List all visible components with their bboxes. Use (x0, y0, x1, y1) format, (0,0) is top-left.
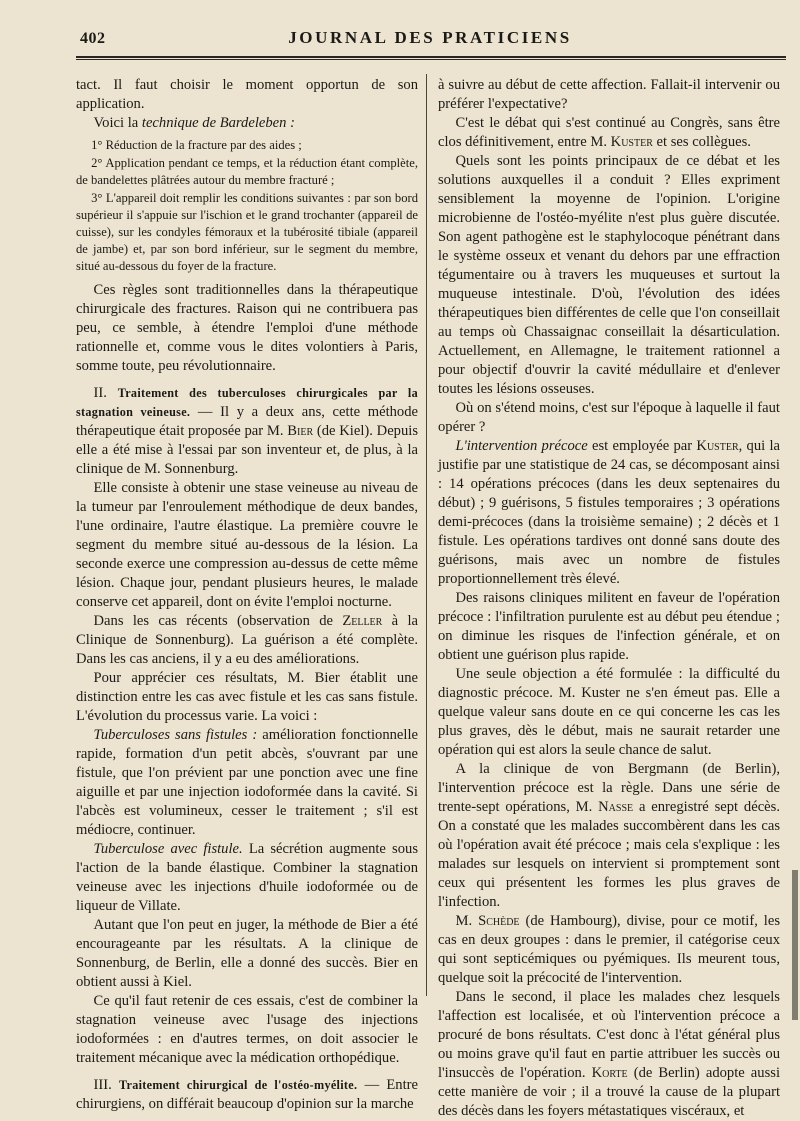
paragraph: Tuberculoses sans fistules : amélioration fonctionnelle rapide, formation d'un petit abcès, s'ouvrant par une fistule, que l'on prévient par une ponction avec une fine aiguille et par une injection iodoformée dans la cavité. Si l'abcès est volumineux, cesser le traitement ; s'il est médiocre, continuer. (76, 727, 419, 838)
section-heading: Traitement chirurgical de l'ostéo-myélite. (118, 1078, 358, 1092)
section-heading: Traitement des tuberculoses chirurgicales par la stagnation veineuse. (76, 386, 418, 419)
right-column (438, 76, 780, 1121)
list-item: 2° Application pendant ce temps, et la réduction étant complète, de bandelettes plâtrées autour du membre fracturé ; (76, 156, 418, 187)
page-edge-shadow (792, 870, 798, 1020)
paragraph: C'est le débat qui s'est continué au Congrès, sans être clos définitivement, entre M. Kuster et ses collègues. (438, 115, 780, 150)
paragraph: Pour apprécier ces résultats, M. Bier établit une distinction entre les cas avec fistule et les cas sans fistule. L'évolution du processus varie. La voici : (76, 670, 418, 724)
section-paragraph: II. Traitement des tuberculoses chirurgicales par la stagnation veineuse. — Il y a deux ans, cette méthode thérapeutique était proposée par M. Bier (de Kiel). Depuis elle a été mise à l'essai par son inventeur et, de plus, à la clinique de M. Sonnenburg. (76, 385, 419, 477)
paragraph: Quels sont les points principaux de ce débat et les solutions auxquelles il a conduit ? Elles expriment sensiblement la moyenne de l'opinion. L'origine microbienne de l'ostéo-myélite n'est plus guère discutée. Son agent pathogène est le staphylocoque pénétrant dans le système osseux et venant du dehors par une effraction tégumentaire ou à travers les muqueuses et surtout la muqueuse intestinale. D'où, l'évolution des idées thérapeutiques bien différentes de celle que l'on conseillait au temps où Chassaignac conseillait la désarticulation. Actuellement, en Allemagne, le traitement rationnel a pour objectif d'ouvrir la cavité médullaire et d'enlever toutes les lésions osseuses. (438, 153, 780, 397)
emphasis: technique de Bardeleben : (141, 115, 295, 131)
left-column (76, 76, 418, 1114)
paragraph: Dans le second, il place les malades chez lesquels l'affection est localisée, et où l'intervention précoce a procuré de bons résultats. C'est donc à l'état général plus ou moins grave qu'il faut en partie attribuer les succès ou l'insuccès de l'opération. Korte (de Berlin) adopte aussi cette manière de voir ; il a trouvé la cause de la plupart des décès dans les foyers métastatiques viscéraux, et (438, 989, 780, 1119)
emphasis: Tuberculose avec fistule. (93, 841, 243, 857)
list-item: 1° Réduction de la fracture par des aides ; (91, 138, 302, 152)
paragraph: Ces règles sont traditionnelles dans la thérapeutique chirurgicale des fractures. Raison qui ne contribuera pas peu, ce semble, à étendre l'emploi d'une méthode rationnelle et, comme vous le dites volontiers à Paris, somme toute, peu révolutionnaire. (76, 282, 418, 374)
paragraph: Tuberculose avec fistule. La sécrétion augmente sous l'action de la bande élastique. Combiner la stagnation veineuse avec les injections d'huile iodoformée ou de liqueur de Villate. (76, 841, 419, 914)
list-item: 3° L'appareil doit remplir les conditions suivantes : par son bord supérieur il s'appuie sur l'ischion et le grand trochanter (appareil de cuisse), sur les condyles fémoraux et la tubérosité tibiale (appareil de jambe) et, par son bord inférieur, sur le segment du membre, situé au-dessous du foyer de la fracture. (76, 191, 418, 273)
paragraph: Elle consiste à obtenir une stase veineuse au niveau de la tumeur par l'enroulement méthodique de deux bandes, l'une ordinaire, l'autre élastique. La première couvre le segment du membre situé au-dessous de la lésion. La seconde exerce une compression au-dessus de cette même lésion. Chaque jour, pendant plusieurs heures, le malade conserve cet appareil, dont on évite l'emploi nocturne. (76, 480, 418, 610)
paragraph: L'intervention précoce est employée par Kuster, qui la justifie par une statistique de 24 cas, se décomposant ainsi : 14 opérations précoces (dans les deux septenaires du début) ; 9 guérisons, 5 fistules temporaires ; 3 opérations demi-précoces (dans la troisième semaine) ; 2 décès et 1 fistule. Les opérations tardives ont donné sans doute des guérisons, mais avec un nombre de fistules proportionnellement très élevé. (438, 438, 780, 587)
page-header (76, 28, 784, 52)
page-number: 402 (80, 30, 106, 47)
paragraph: Où on s'étend moins, c'est sur l'époque à laquelle il faut opérer ? (438, 400, 780, 435)
paragraph: Une seule objection a été formulée : la difficulté du diagnostic précoce. M. Kuster ne s'en émeut pas. Elle a quelque valeur sans doute en ce qui concerne les cas les plus graves, dès le début, mais ne saurait retarder une opération qui est alors la seule chance de salut. (438, 666, 780, 758)
column-divider (426, 74, 427, 996)
paragraph: Ce qu'il faut retenir de ces essais, c'est de combiner la stagnation veineuse avec l'usage des injections iodoformées : en d'autres termes, on doit associer le traitement mécanique avec la médication orthopédique. (76, 993, 418, 1066)
paragraph: A la clinique de von Bergmann (de Berlin), l'intervention précoce est la règle. Dans une série de trente-sept opérations, M. Nasse a enregistré sept décès. On a constaté que les malades succombèrent dans les cas où l'opération avait été précoce ; mais cela s'explique : les malades sur lesquels on intervient si promptement sont ceux qui présentent les formes les plus graves de l'infection. (438, 761, 780, 910)
paragraph: Des raisons cliniques militent en faveur de l'opération précoce : l'infiltration purulente est au début peu étendue ; on diminue les risques de l'infection générale, et on obtient une guérison plus rapide. (438, 590, 780, 663)
paragraph: M. Schède (de Hambourg), divise, pour ce motif, les cas en deux groupes : dans le premier, il catégorise ceux qui sont septicémiques ou pyémiques. Ils meurent tous, quelque soit la précocité de l'intervention. (438, 913, 780, 986)
paragraph: tact. Il faut choisir le moment opportun de son application. (76, 77, 418, 112)
author-name: Nasse (598, 799, 634, 815)
paragraph: Dans les cas récents (observation de Zeller à la Clinique de Sonnenburg). La guérison a été complète. Dans les cas anciens, il y a eu des améliorations. (76, 613, 418, 667)
paragraph: à suivre au début de cette affection. Fallait-il intervenir ou préférer l'expectative? (438, 77, 780, 112)
emphasis: L'intervention précoce (455, 438, 588, 454)
author-name: Bier (287, 423, 314, 439)
paragraph: Voici la technique de Bardeleben : (93, 115, 295, 131)
author-name: Kuster (610, 134, 653, 150)
section-paragraph: III. Traitement chirurgical de l'ostéo-myélite. — Entre chirurgiens, on différait beaucoup d'opinion sur la marche (76, 1077, 418, 1112)
header-rule (76, 56, 786, 58)
journal-title: JOURNAL DES PRATICIENS (288, 28, 572, 47)
paragraph: Autant que l'on peut en juger, la méthode de Bier a été encourageante par les résultats. A la clinique de Sonnenburg, de Berlin, elle a donné des succès. Bier en obtient aussi à Kiel. (76, 917, 418, 990)
header-rule-thin (76, 59, 786, 60)
author-name: Schède (478, 913, 520, 929)
author-name: Kuster (696, 438, 739, 454)
emphasis: Tuberculoses sans fistules : (93, 727, 258, 743)
author-name: Zeller (342, 613, 383, 629)
author-name: Korte (591, 1065, 628, 1081)
